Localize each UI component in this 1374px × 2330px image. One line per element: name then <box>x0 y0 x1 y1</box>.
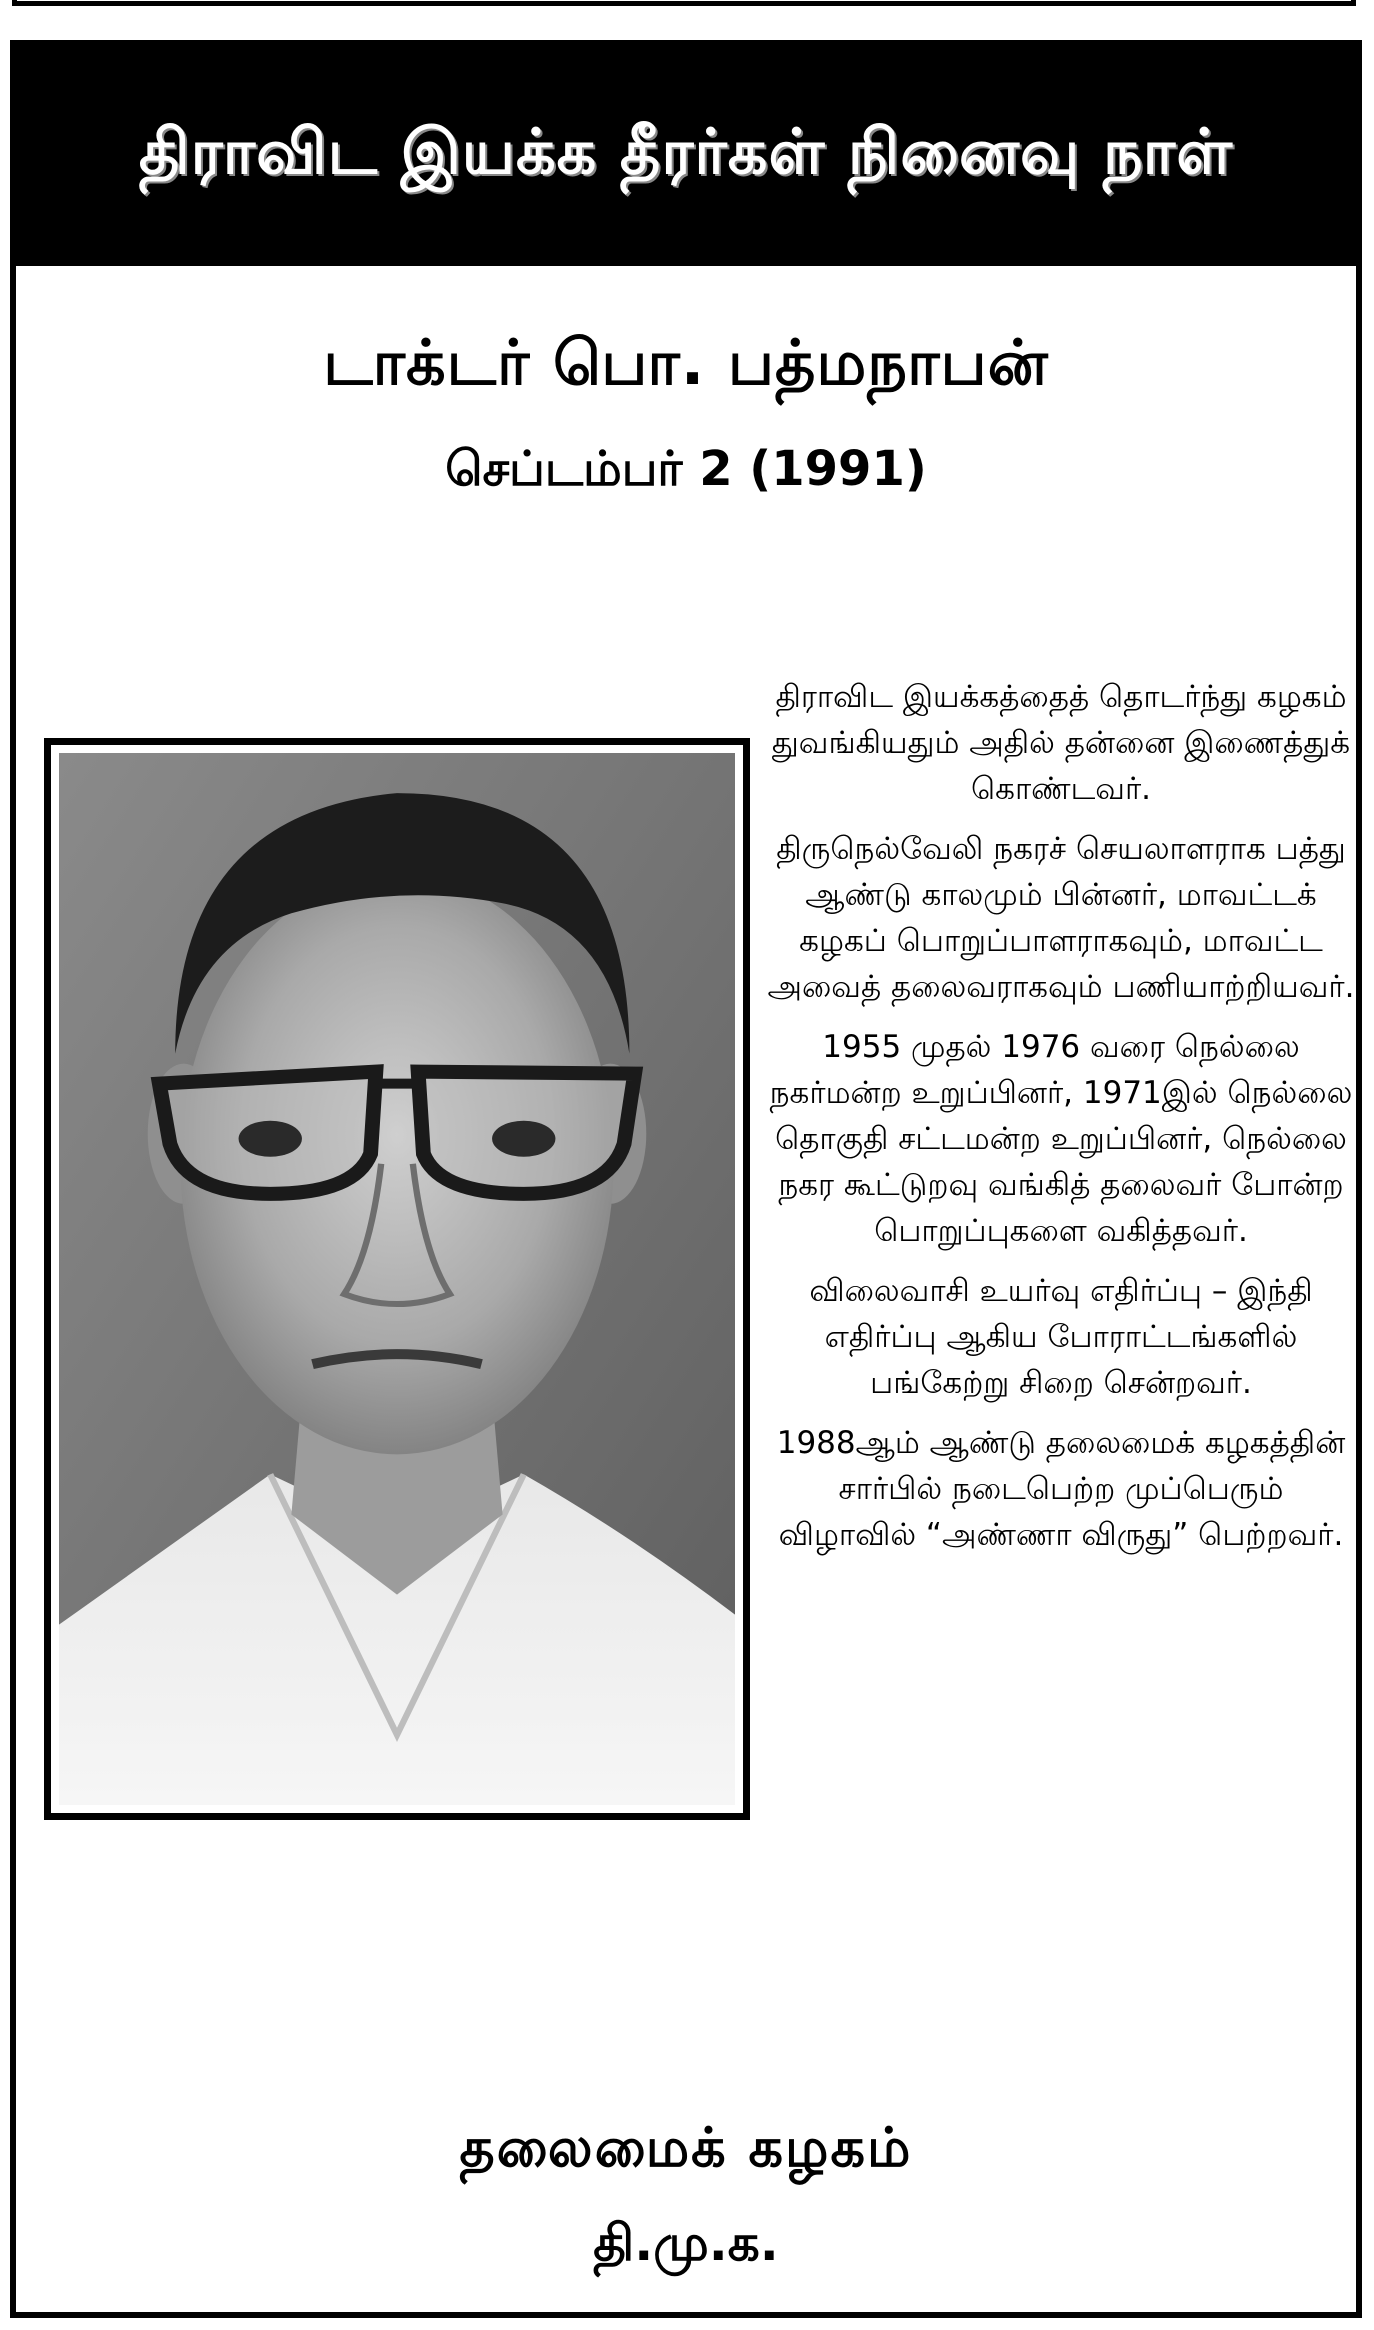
header-band <box>16 46 1356 266</box>
memorial-card <box>10 40 1362 2318</box>
person-name: டாக்டர் பொ. பத்மநாபன் <box>323 326 1049 399</box>
portrait-image <box>59 753 735 1805</box>
biography <box>766 674 1356 1572</box>
memorial-date: செப்டம்பர் 2 (1991) <box>445 441 927 497</box>
footer-organization: தலைமைக் கழகம் <box>459 2116 913 2179</box>
bio-paragraph: 1988ஆம் ஆண்டு தலைமைக் கழகத்தின் சார்பில் நடைபெற்ற முப்பெரும் விழாவில் “அண்ணா விருது” பெற்றவர். <box>776 1425 1346 1553</box>
top-border <box>12 0 1356 6</box>
bio-paragraph: விலைவாசி உயர்வு எதிர்ப்பு – இந்தி எதிர்ப்பு ஆகிய போராட்டங்களில் பங்கேற்று சிறை சென்றவர். <box>809 1273 1313 1401</box>
bio-paragraph: திராவிட இயக்கத்தைத் தொடர்ந்து கழகம் துவங்கியதும் அதில் தன்னை இணைத்துக் கொண்டவர். <box>771 679 1351 807</box>
portrait-photo <box>44 738 750 1820</box>
footer-party: தி.மு.க. <box>593 2214 779 2272</box>
bio-paragraph: திருநெல்வேலி நகரச் செயலாளராக பத்து ஆண்டு காலமும் பின்னர், மாவட்டக் கழகப் பொறுப்பாளராகவும், மாவட்ட அவைத் தலைவராகவும் பணியாற்றியவர். <box>767 831 1355 1005</box>
bio-paragraph: 1955 முதல் 1976 வரை நெல்லை நகர்மன்ற உறுப்பினர், 1971இல் நெல்லை தொகுதி சட்டமன்ற உறுப்பினர், நெல்லை நகர கூட்டுறவு வங்கித் தலைவர் போன்ற பொறுப்புகளை வகித்தவர். <box>769 1029 1353 1249</box>
header-title: திராவிட இயக்க தீரர்கள் நினைவு நாள் <box>138 115 1234 188</box>
